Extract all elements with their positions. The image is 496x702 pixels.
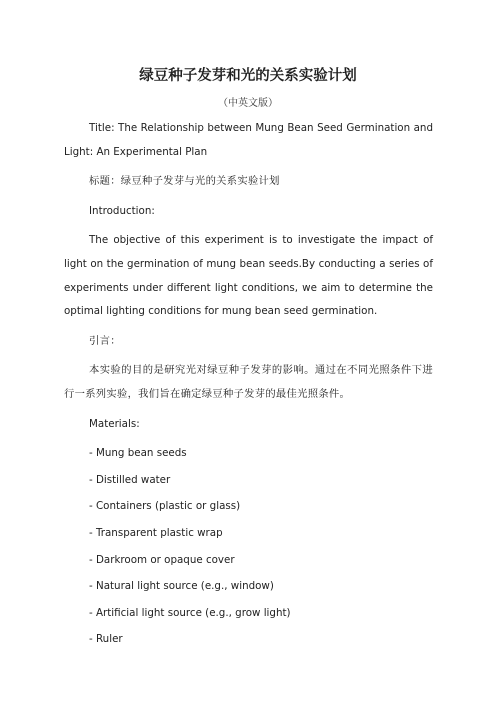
materials-list-item: - Distilled water bbox=[89, 473, 171, 486]
document-subtitle: （中英文版） bbox=[218, 98, 278, 109]
materials-list-item: - Containers (plastic or glass) bbox=[89, 500, 241, 513]
title-paragraph-en: Title: The Relationship between Mung Bean Seed Germination and Light: An Experimental Plan bbox=[64, 122, 433, 158]
materials-list-item: - Artificial light source (e.g., grow light) bbox=[89, 606, 291, 619]
materials-list-item: - Ruler bbox=[89, 633, 123, 646]
materials-list-item: - Darkroom or opaque cover bbox=[89, 553, 235, 566]
introduction-heading-en: Introduction: bbox=[89, 204, 155, 217]
materials-list-item: - Mung bean seeds bbox=[89, 447, 187, 460]
materials-list-item: - Natural light source (e.g., window) bbox=[89, 580, 274, 593]
introduction-paragraph-zh: 本实验的目的是研究光对绿豆种子发芽的影响。通过在不同光照条件下进行一系列实验，我们旨在确定绿豆种子发芽的最佳光照条件。 bbox=[64, 364, 433, 400]
document-body bbox=[64, 117, 433, 655]
title-paragraph-zh: 标题：绿豆种子发芽与光的关系实验计划 bbox=[89, 175, 280, 188]
materials-heading: Materials: bbox=[89, 417, 140, 430]
introduction-paragraph-en: The objective of this experiment is to investigate the impact of light on the germination of mung bean seeds.By conducting a series of experiments under different light conditions, we aim to determine the optimal lighting conditions for mung bean seed germination. bbox=[64, 234, 433, 318]
introduction-heading-zh: 引言： bbox=[89, 334, 121, 347]
document-title: 绿豆种子发芽和光的关系实验计划 bbox=[139, 68, 357, 84]
materials-list-item: - Transparent plastic wrap bbox=[89, 526, 223, 539]
